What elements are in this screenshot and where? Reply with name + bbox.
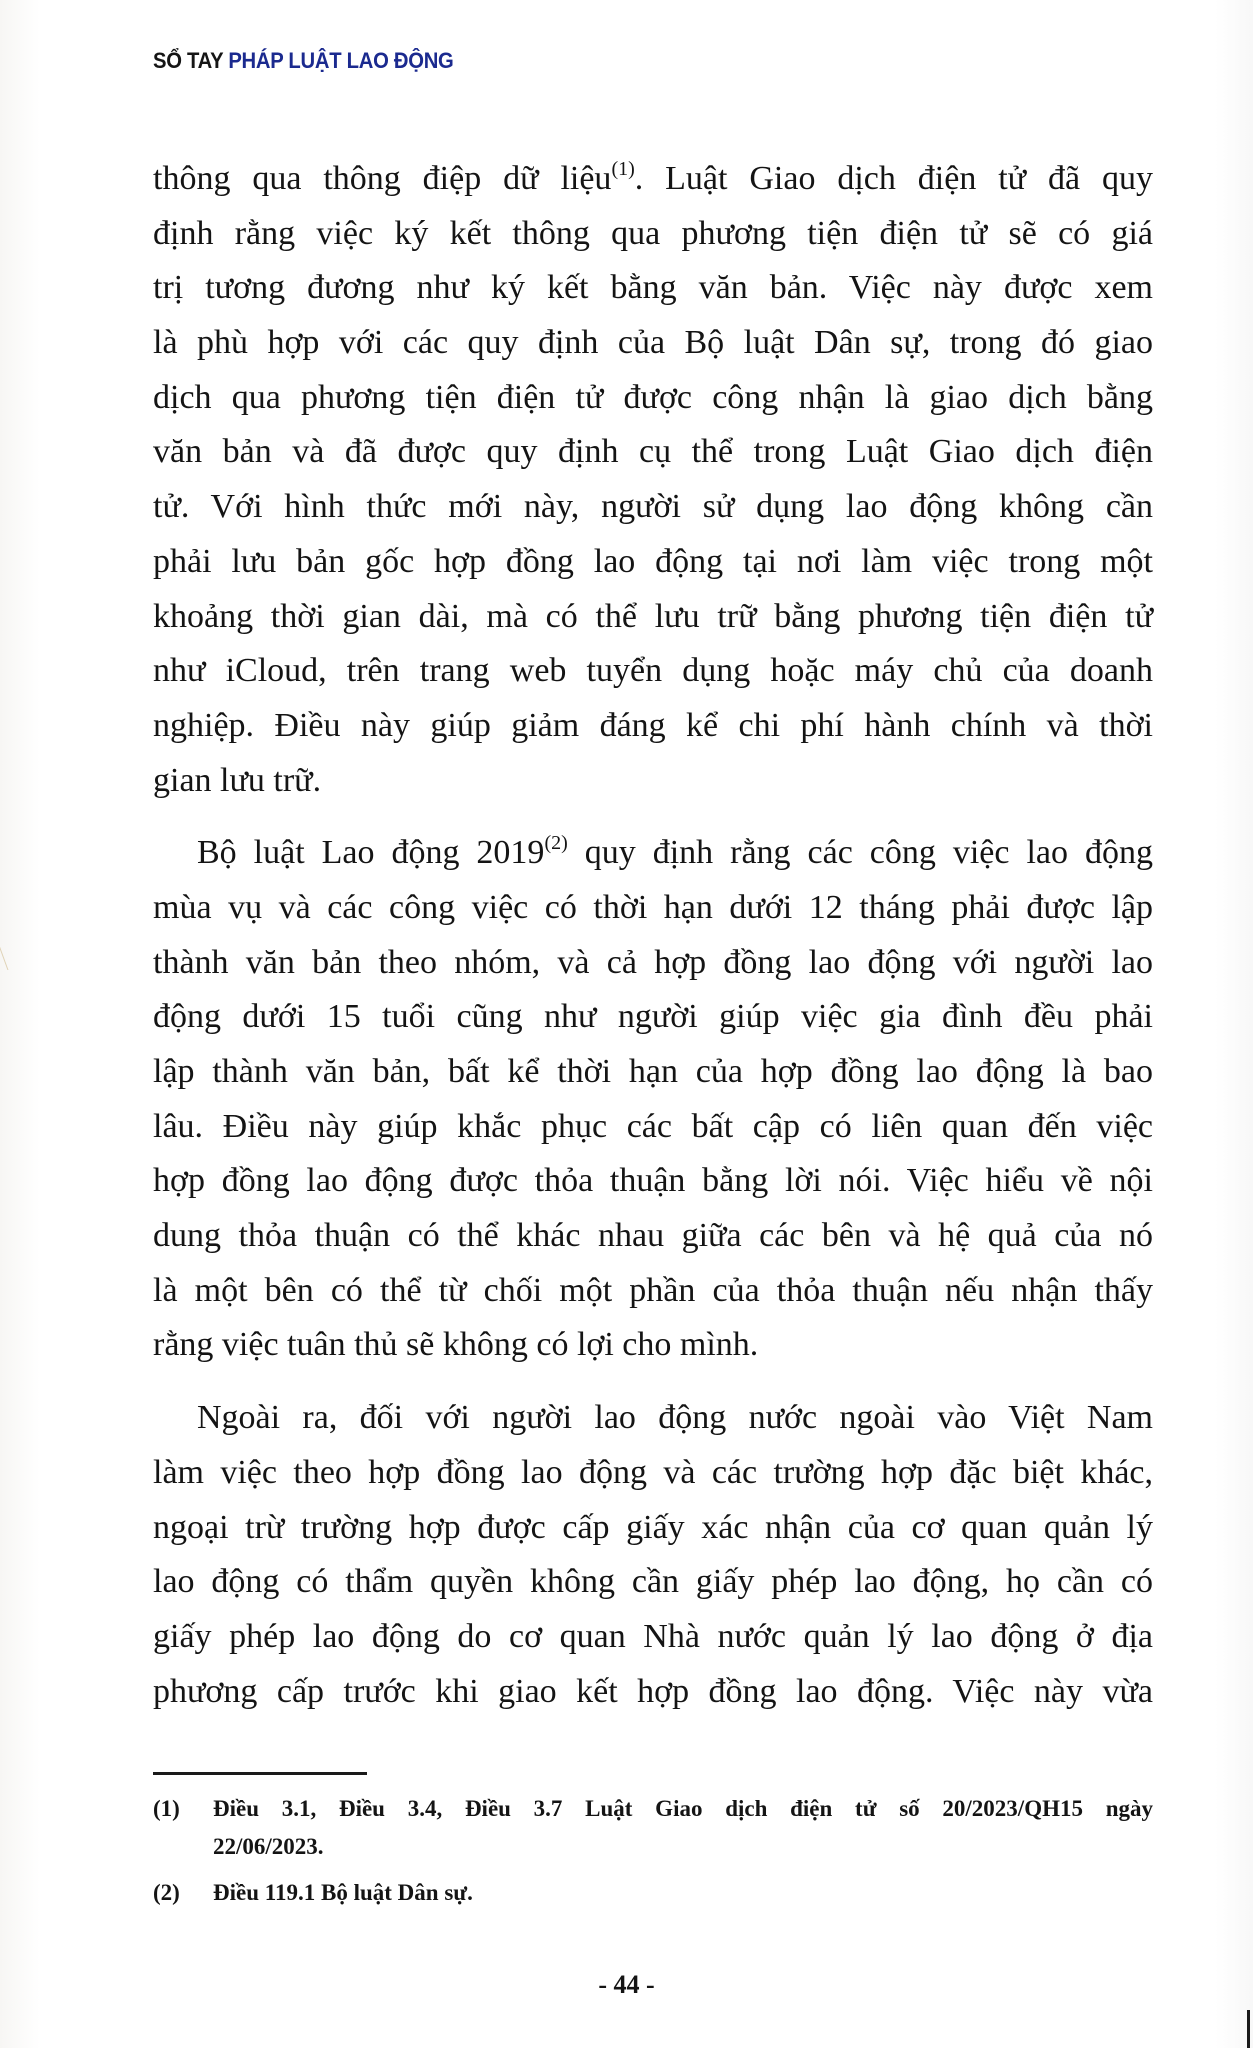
- footnote-divider: [153, 1772, 367, 1775]
- text-line: giấy phép lao động do cơ quan Nhà nước quản lý lao động ở địa: [153, 1617, 1153, 1655]
- text-line: dung thỏa thuận có thể khác nhau giữa các bên và hệ quả của nó: [153, 1217, 1153, 1255]
- footnote-text: Điều 119.1 Bộ luật Dân sự.: [213, 1880, 473, 1905]
- text-line: như iCloud, trên trang web tuyển dụng hoặc máy chủ của doanh: [153, 652, 1153, 690]
- line-text: . Luật Giao dịch điện tử đã quy: [634, 160, 1153, 197]
- line-text: quy định rằng các công việc lao động: [567, 834, 1153, 872]
- text-line: [153, 152, 1153, 207]
- text-line: động dưới 15 tuổi cũng như người giúp việc gia đình đều phải: [153, 998, 1153, 1036]
- text-line: Ngoài ra, đối với người lao động nước ngoài vào Việt Nam: [197, 1399, 1153, 1437]
- running-header: [153, 48, 454, 74]
- footnote-ref[interactable]: (1): [611, 158, 635, 180]
- footnote-ref[interactable]: (2): [544, 832, 568, 855]
- text-line: là phù hợp với các quy định của Bộ luật Dân sự, trong đó giao: [153, 324, 1153, 362]
- header-title: PHÁP LUẬT LAO ĐỘNG: [228, 48, 454, 73]
- text-line: gian lưu trữ.: [153, 761, 322, 799]
- line-text: thông qua thông điệp dữ liệu: [153, 160, 612, 197]
- paragraph-gap: [153, 808, 1153, 826]
- line-text: Bộ luật Lao động 2019: [197, 834, 545, 872]
- text-line: mùa vụ và các công việc có thời hạn dưới 12 tháng phải được lập: [153, 888, 1153, 926]
- header-prefix: SỔ TAY: [153, 48, 223, 73]
- body-text: [153, 152, 1153, 1719]
- text-line: phương cấp trước khi giao kết hợp đồng lao động. Việc này vừa: [153, 1672, 1153, 1710]
- paragraph-gap: [153, 1373, 1153, 1391]
- text-line: ngoại trừ trường hợp được cấp giấy xác nhận của cơ quan quản lý: [153, 1508, 1153, 1546]
- paragraph: [153, 152, 1153, 808]
- page-edge-mark: [0, 940, 24, 970]
- text-line: phải lưu bản gốc hợp đồng lao động tại nơi làm việc trong một: [153, 542, 1153, 580]
- paragraph: [153, 1391, 1153, 1719]
- text-line: là một bên có thể từ chối một phần của thỏa thuận nếu nhận thấy: [153, 1271, 1153, 1309]
- text-line: rằng việc tuân thủ sẽ không có lợi cho mình.: [153, 1326, 759, 1364]
- page-edge-shadow: [1247, 2010, 1250, 2048]
- text-line: lao động có thẩm quyền không cần giấy phép lao động, họ cần có: [153, 1563, 1153, 1601]
- footnote-item: [153, 1874, 1153, 1912]
- footnote-number: (2): [153, 1880, 180, 1905]
- footnotes: [153, 1790, 1153, 1920]
- footnote-text: Điều 3.1, Điều 3.4, Điều 3.7 Luật Giao dịch điện tử số 20/2023/QH15 ngày: [213, 1796, 1153, 1821]
- text-line: làm việc theo hợp đồng lao động và các trường hợp đặc biệt khác,: [153, 1453, 1153, 1491]
- text-line: nghiệp. Điều này giúp giảm đáng kể chi phí hành chính và thời: [153, 706, 1153, 744]
- footnote-text: 22/06/2023.: [213, 1834, 324, 1859]
- text-line: trị tương đương như ký kết bằng văn bản. Việc này được xem: [153, 269, 1153, 307]
- text-line: lâu. Điều này giúp khắc phục các bất cập có liên quan đến việc: [153, 1107, 1153, 1145]
- page-number: - 44 -: [598, 1970, 655, 1999]
- footnote-number: (1): [153, 1796, 180, 1821]
- text-line: thành văn bản theo nhóm, và cả hợp đồng lao động với người lao: [153, 943, 1153, 981]
- text-line: [153, 826, 1153, 881]
- text-line: hợp đồng lao động được thỏa thuận bằng lời nói. Việc hiểu về nội: [153, 1162, 1153, 1200]
- text-line: văn bản và đã được quy định cụ thể trong Luật Giao dịch điện: [153, 433, 1153, 471]
- footnote-item: [153, 1790, 1153, 1866]
- text-line: dịch qua phương tiện điện tử được công nhận là giao dịch bằng: [153, 378, 1153, 416]
- paragraph: [153, 826, 1153, 1373]
- text-line: khoảng thời gian dài, mà có thể lưu trữ bằng phương tiện điện tử: [153, 597, 1153, 635]
- text-line: định rằng việc ký kết thông qua phương tiện điện tử sẽ có giá: [153, 214, 1153, 252]
- text-line: tử. Với hình thức mới này, người sử dụng lao động không cần: [153, 488, 1153, 526]
- text-line: lập thành văn bản, bất kể thời hạn của hợp đồng lao động là bao: [153, 1053, 1153, 1090]
